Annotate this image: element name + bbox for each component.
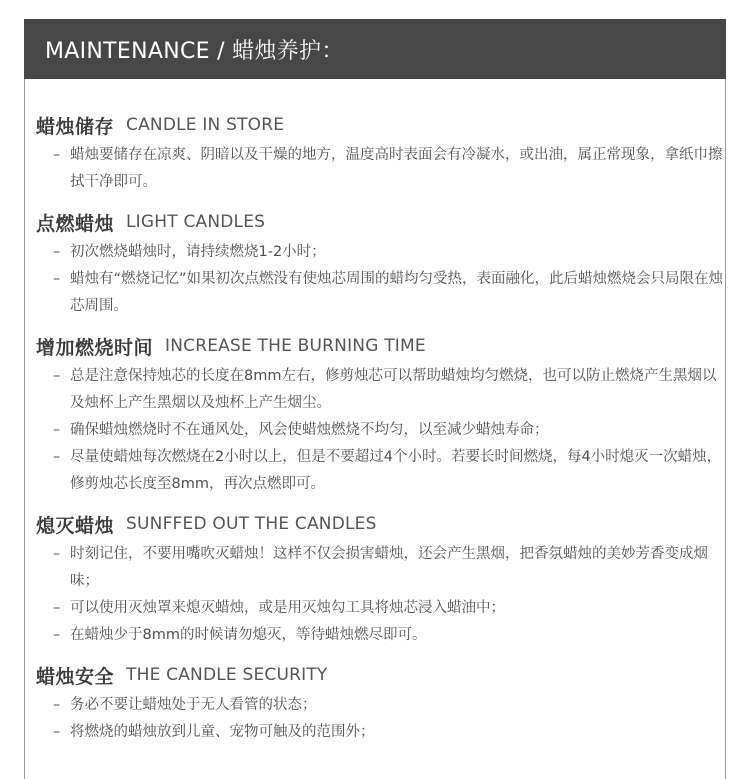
section-1 [36,205,726,320]
list-item-text: 确保蜡烛燃烧时不在通风处，风会使蜡烛燃烧不均匀，以至减少蜡烛寿命； [70,422,549,438]
list-item-text: 务必不要让蜡烛处于无人看管的状态； [70,697,317,713]
list-item-text: 总是注意保持烛芯的长度在8mm左右，修剪烛芯可以帮助蜡烛均匀燃烧，也可以防止燃烧产生黑烟以及烛杯上产生黑烟以及烛杯上产生烟尘。 [70,368,717,411]
list-item [36,692,726,719]
list-item [36,417,726,444]
bullet-dash: – [53,627,61,643]
section-3 [36,507,726,649]
section-heading [36,108,726,142]
list-item [36,444,726,498]
list-item-text: 将燃烧的蜡烛放到儿童、宠物可触及的范围外； [70,724,375,740]
list-item-text: 在蜡烛少于8mm的时候请勿熄灭，等待蜡烛燃尽即可。 [70,627,427,643]
section-heading [36,205,726,239]
section-heading-zh: 蜡烛储存 [36,115,115,138]
section-heading-zh: 增加燃烧时间 [36,336,154,359]
list-item-text: 可以使用灭烛罩来熄灭蜡烛，或是用灭烛勾工具将烛芯浸入蜡油中； [70,600,505,616]
list-item-text: 蜡烛要储存在凉爽、阴暗以及干燥的地方，温度高时表面会有冷凝水，或出油，属正常现象，拿纸巾擦拭干净即可。 [70,147,723,190]
page-title-banner [24,19,726,79]
section-0 [36,108,726,196]
section-heading-en: SUNFFED OUT THE CANDLES [126,514,377,534]
list-item [36,719,726,746]
bullet-dash: – [53,600,61,616]
section-heading-en: LIGHT CANDLES [126,212,266,232]
section-4 [36,658,726,746]
list-item-text: 时刻记住，不要用嘴吹灭蜡烛！这样不仅会损害蜡烛，还会产生黑烟，把香氛蜡烛的美妙芳香变成烟味； [70,546,708,589]
bullet-dash: – [53,147,61,163]
list-item [36,541,726,595]
bullet-dash: – [53,546,61,562]
section-heading-en: THE CANDLE SECURITY [126,665,328,685]
section-heading-en: CANDLE IN STORE [126,115,285,135]
section-heading-en: INCREASE THE BURNING TIME [165,336,426,356]
bullet-dash: – [53,697,61,713]
section-heading-zh: 点燃蜡烛 [36,212,115,235]
bullet-dash: – [53,368,61,384]
list-item-text: 尽量使蜡烛每次燃烧在2小时以上，但是不要超过4个小时。若要长时间燃烧，每4小时熄灭一次蜡烛，修剪烛芯长度至8mm，再次点燃即可。 [70,449,722,492]
bullet-dash: – [53,724,61,740]
bullet-dash: – [53,422,61,438]
list-item [36,142,726,196]
list-item [36,622,726,649]
section-heading-zh: 熄灭蜡烛 [36,514,115,537]
list-item [36,266,726,320]
list-item [36,363,726,417]
list-item-text: 蜡烛有“燃烧记忆”如果初次点燃没有使烛芯周围的蜡均匀受热，表面融化，此后蜡烛燃烧会只局限在烛芯周围。 [70,271,724,314]
page-title: MAINTENANCE / 蜡烛养护： [45,38,344,64]
section-2 [36,329,726,498]
section-heading [36,658,726,692]
section-heading [36,507,726,541]
section-heading [36,329,726,363]
bullet-dash: – [53,449,61,465]
list-item [36,239,726,266]
maintenance-content [36,108,726,755]
bullet-dash: – [53,271,61,287]
bullet-dash: – [53,244,61,260]
list-item-text: 初次燃烧蜡烛时，请持续燃烧1-2小时； [70,244,326,260]
section-heading-zh: 蜡烛安全 [36,665,115,688]
list-item [36,595,726,622]
